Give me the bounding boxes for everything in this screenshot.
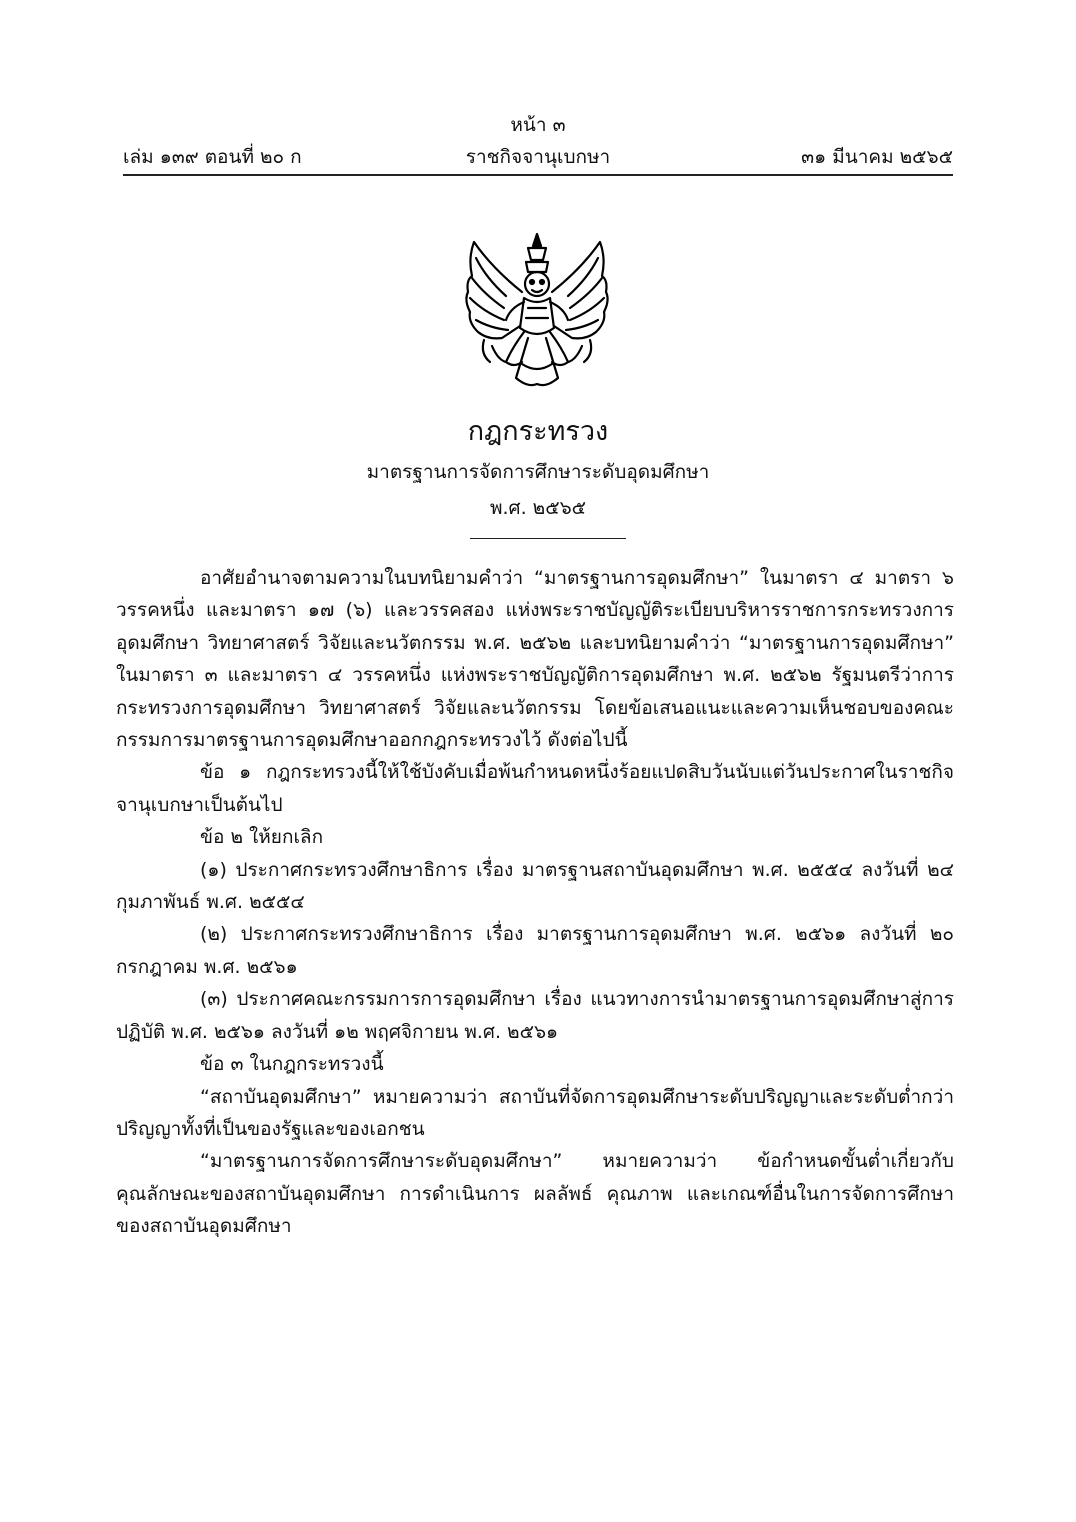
preamble-paragraph: อาศัยอำนาจตามความในบทนิยามคำว่า “มาตรฐานการอุดมศึกษา” ในมาตรา ๔ มาตรา ๖ วรรคหนึ่ง และมาตรา ๑๗ (๖) และวรรคสอง แห่งพระราชบัญญัติระเบียบบริหารราชการกระทรวงการอุดมศึกษา วิทยาศาสตร์ วิจัยและนวัตกรรม พ.ศ. ๒๕๖๒ และบทนิยามคำว่า “มาตรฐานการอุดมศึกษา” ในมาตรา ๓ และมาตรา ๔ วรรคหนึ่ง แห่งพระราชบัญญัติการอุดมศึกษา พ.ศ. ๒๕๖๒ รัฐมนตรีว่าการกระทรวงการอุดมศึกษา วิทยาศาสตร์ วิจัยและนวัตกรรม โดยข้อเสนอแนะและความเห็นชอบของคณะกรรมการมาตรฐานการอุดมศึกษาออกกฎกระทรวงไว้ ดังต่อไปนี้ xyxy=(116,567,954,752)
document-title: กฎกระทรวง xyxy=(467,416,609,447)
document-body xyxy=(116,562,954,1243)
clause-2-item-2: (๒) ประกาศกระทรวงศึกษาธิการ เรื่อง มาตรฐานการอุดมศึกษา พ.ศ. ๒๕๖๑ ลงวันที่ ๒๐ กรกฎาคม พ.ศ. ๒๕๖๑ xyxy=(116,923,954,978)
definition-standard: “มาตรฐานการจัดการศึกษาระดับอุดมศึกษา” หมายความว่า ข้อกำหนดขั้นต่ำเกี่ยวกับคุณลักษณะของสถาบันอุดมศึกษา การดำเนินการ ผลลัพธ์ คุณภาพ และเกณฑ์อื่นในการจัดการศึกษาของสถาบันอุดมศึกษา xyxy=(116,1150,954,1238)
garuda-emblem-icon xyxy=(462,228,612,398)
clause-2-item-1: (๑) ประกาศกระทรวงศึกษาธิการ เรื่อง มาตรฐานสถาบันอุดมศึกษา พ.ศ. ๒๕๕๔ ลงวันที่ ๒๔ กุมภาพันธ์ พ.ศ. ๒๕๕๔ xyxy=(116,858,954,914)
page-number: หน้า ๓ xyxy=(510,114,566,136)
definition-institution: “สถาบันอุดมศึกษา” หมายความว่า สถาบันที่จัดการอุดมศึกษาระดับปริญญาและระดับต่ำกว่าปริญญาทั้งที่เป็นของรัฐและของเอกชน xyxy=(116,1085,954,1140)
document-year: พ.ศ. ๒๕๖๕ xyxy=(489,497,587,519)
gazette-header xyxy=(123,142,953,172)
publication-date: ๓๑ มีนาคม ๒๕๖๕ xyxy=(801,146,953,168)
volume-info: เล่ม ๑๓๙ ตอนที่ ๒๐ ก xyxy=(123,146,302,168)
clause-2-item-3: (๓) ประกาศคณะกรรมการการอุดมศึกษา เรื่อง แนวทางการนำมาตรฐานการอุดมศึกษาสู่การปฏิบัติ พ.ศ. ๒๕๖๑ ลงวันที่ ๑๒ พฤศจิกายน พ.ศ. ๒๕๖๑ xyxy=(116,988,954,1043)
clause-1-paragraph: ข้อ ๑ กฎกระทรวงนี้ให้ใช้บังคับเมื่อพ้นกำหนดหนึ่งร้อยแปดสิบวันนับแต่วันประกาศในราชกิจจานุเบกษาเป็นต้นไป xyxy=(116,761,954,816)
clause-2-paragraph: ข้อ ๒ ให้ยกเลิก xyxy=(200,826,324,849)
publication-name: ราชกิจจานุเบกษา xyxy=(465,146,611,168)
document-subtitle: มาตรฐานการจัดการศึกษาระดับอุดมศึกษา xyxy=(366,461,710,483)
clause-3-paragraph: ข้อ ๓ ในกฎกระทรวงนี้ xyxy=(200,1053,384,1076)
header-divider xyxy=(123,174,953,176)
title-divider xyxy=(470,538,626,539)
